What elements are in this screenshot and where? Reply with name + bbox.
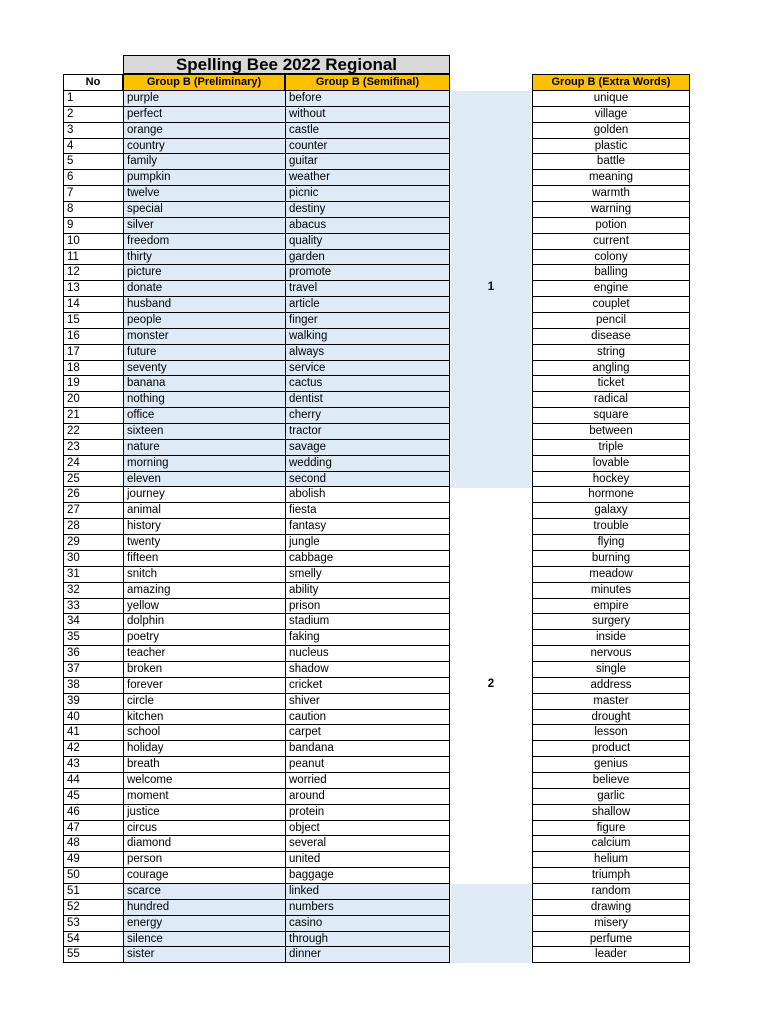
column-header-preliminary: Group B (Preliminary)	[123, 74, 285, 91]
semifinal-word: bandana	[285, 741, 450, 757]
preliminary-word: thirty	[123, 250, 285, 266]
preliminary-word: nature	[123, 440, 285, 456]
preliminary-word: special	[123, 202, 285, 218]
semifinal-word: carpet	[285, 725, 450, 741]
row-number: 26	[63, 487, 123, 503]
extra-word: trouble	[532, 519, 690, 535]
extra-word: unique	[532, 91, 690, 107]
table-row	[63, 313, 450, 329]
preliminary-word: yellow	[123, 599, 285, 615]
semifinal-word: without	[285, 107, 450, 123]
row-number: 47	[63, 821, 123, 837]
semifinal-word: wedding	[285, 456, 450, 472]
extra-word: galaxy	[532, 503, 690, 519]
row-number: 17	[63, 345, 123, 361]
row-number: 9	[63, 218, 123, 234]
table-row	[63, 710, 450, 726]
extra-word: calcium	[532, 836, 690, 852]
table-row	[63, 519, 450, 535]
semifinal-word: shiver	[285, 694, 450, 710]
preliminary-word: nothing	[123, 392, 285, 408]
row-number: 44	[63, 773, 123, 789]
row-number: 39	[63, 694, 123, 710]
table-row	[63, 773, 450, 789]
row-number: 22	[63, 424, 123, 440]
table-row	[63, 789, 450, 805]
semifinal-word: object	[285, 821, 450, 837]
table-row	[63, 265, 450, 281]
row-number: 37	[63, 662, 123, 678]
extra-word: address	[532, 678, 690, 694]
row-number: 55	[63, 947, 123, 963]
preliminary-word: eleven	[123, 472, 285, 488]
preliminary-word: school	[123, 725, 285, 741]
semifinal-word: casino	[285, 916, 450, 932]
table-row	[63, 678, 450, 694]
row-number: 12	[63, 265, 123, 281]
extra-word: potion	[532, 218, 690, 234]
extra-word: village	[532, 107, 690, 123]
row-number: 45	[63, 789, 123, 805]
table-row	[63, 741, 450, 757]
preliminary-word: amazing	[123, 583, 285, 599]
preliminary-word: husband	[123, 297, 285, 313]
preliminary-word: snitch	[123, 567, 285, 583]
table-row	[63, 503, 450, 519]
table-row	[63, 408, 450, 424]
extra-word: nervous	[532, 646, 690, 662]
table-row	[63, 472, 450, 488]
preliminary-word: orange	[123, 123, 285, 139]
group-band-2	[451, 488, 531, 885]
semifinal-word: cabbage	[285, 551, 450, 567]
semifinal-word: service	[285, 361, 450, 377]
row-number: 41	[63, 725, 123, 741]
table-row	[63, 947, 450, 963]
row-number: 33	[63, 599, 123, 615]
semifinal-word: promote	[285, 265, 450, 281]
preliminary-word: monster	[123, 329, 285, 345]
preliminary-word: kitchen	[123, 710, 285, 726]
table-row	[63, 868, 450, 884]
group-label-2: 2	[487, 677, 495, 690]
extra-word: random	[532, 884, 690, 900]
table-row	[63, 567, 450, 583]
semifinal-word: smelly	[285, 567, 450, 583]
preliminary-word: circle	[123, 694, 285, 710]
table-row	[63, 836, 450, 852]
table-row	[63, 630, 450, 646]
table-row	[63, 139, 450, 155]
semifinal-word: second	[285, 472, 450, 488]
table-row	[63, 218, 450, 234]
preliminary-word: diamond	[123, 836, 285, 852]
semifinal-word: protein	[285, 805, 450, 821]
row-number: 5	[63, 154, 123, 170]
row-number: 35	[63, 630, 123, 646]
row-number: 52	[63, 900, 123, 916]
column-header-extra-words: Group B (Extra Words)	[532, 74, 690, 91]
row-number: 53	[63, 916, 123, 932]
semifinal-word: ability	[285, 583, 450, 599]
extra-word: triple	[532, 440, 690, 456]
group-band-1	[451, 91, 531, 488]
table-row	[63, 852, 450, 868]
word-table	[63, 91, 450, 963]
table-row	[63, 900, 450, 916]
row-number: 4	[63, 139, 123, 155]
row-number: 23	[63, 440, 123, 456]
preliminary-word: country	[123, 139, 285, 155]
preliminary-word: twelve	[123, 186, 285, 202]
table-row	[63, 250, 450, 266]
extra-word: angling	[532, 361, 690, 377]
semifinal-word: guitar	[285, 154, 450, 170]
extra-word: lovable	[532, 456, 690, 472]
semifinal-word: jungle	[285, 535, 450, 551]
extra-word: meadow	[532, 567, 690, 583]
table-row	[63, 234, 450, 250]
semifinal-word: cherry	[285, 408, 450, 424]
row-number: 20	[63, 392, 123, 408]
extra-word: square	[532, 408, 690, 424]
row-number: 27	[63, 503, 123, 519]
extra-word: garlic	[532, 789, 690, 805]
preliminary-word: journey	[123, 487, 285, 503]
extra-word: shallow	[532, 805, 690, 821]
row-number: 1	[63, 91, 123, 107]
semifinal-word: shadow	[285, 662, 450, 678]
extra-word: plastic	[532, 139, 690, 155]
extra-word: leader	[532, 947, 690, 963]
row-number: 34	[63, 614, 123, 630]
row-number: 40	[63, 710, 123, 726]
semifinal-word: savage	[285, 440, 450, 456]
table-row	[63, 456, 450, 472]
extra-word: drought	[532, 710, 690, 726]
semifinal-word: counter	[285, 139, 450, 155]
semifinal-word: cactus	[285, 376, 450, 392]
extra-word: inside	[532, 630, 690, 646]
table-row	[63, 805, 450, 821]
semifinal-word: faking	[285, 630, 450, 646]
semifinal-word: garden	[285, 250, 450, 266]
row-number: 24	[63, 456, 123, 472]
table-row	[63, 487, 450, 503]
column-header-no: No	[63, 74, 123, 91]
table-row	[63, 154, 450, 170]
row-number: 21	[63, 408, 123, 424]
extra-word: believe	[532, 773, 690, 789]
semifinal-word: tractor	[285, 424, 450, 440]
extra-word: hormone	[532, 487, 690, 503]
extra-word: disease	[532, 329, 690, 345]
table-row	[63, 107, 450, 123]
semifinal-word: baggage	[285, 868, 450, 884]
preliminary-word: poetry	[123, 630, 285, 646]
table-row	[63, 694, 450, 710]
row-number: 15	[63, 313, 123, 329]
extra-word: triumph	[532, 868, 690, 884]
preliminary-word: energy	[123, 916, 285, 932]
row-number: 2	[63, 107, 123, 123]
table-row	[63, 361, 450, 377]
row-number: 51	[63, 884, 123, 900]
table-row	[63, 186, 450, 202]
table-row	[63, 646, 450, 662]
row-number: 13	[63, 281, 123, 297]
extra-word: between	[532, 424, 690, 440]
preliminary-word: seventy	[123, 361, 285, 377]
extra-word: string	[532, 345, 690, 361]
row-number: 8	[63, 202, 123, 218]
extra-word: colony	[532, 250, 690, 266]
semifinal-word: travel	[285, 281, 450, 297]
row-number: 6	[63, 170, 123, 186]
semifinal-word: destiny	[285, 202, 450, 218]
table-row	[63, 202, 450, 218]
table-row	[63, 329, 450, 345]
preliminary-word: history	[123, 519, 285, 535]
preliminary-word: hundred	[123, 900, 285, 916]
extra-word: single	[532, 662, 690, 678]
row-number: 3	[63, 123, 123, 139]
extra-word: empire	[532, 599, 690, 615]
extra-word: couplet	[532, 297, 690, 313]
preliminary-word: moment	[123, 789, 285, 805]
extra-word: misery	[532, 916, 690, 932]
preliminary-word: sister	[123, 947, 285, 963]
preliminary-word: dolphin	[123, 614, 285, 630]
preliminary-word: purple	[123, 91, 285, 107]
preliminary-word: breath	[123, 757, 285, 773]
extra-word: minutes	[532, 583, 690, 599]
extra-word: pencil	[532, 313, 690, 329]
extra-word: engine	[532, 281, 690, 297]
extra-word: flying	[532, 535, 690, 551]
table-row	[63, 551, 450, 567]
table-row	[63, 599, 450, 615]
row-number: 46	[63, 805, 123, 821]
preliminary-word: holiday	[123, 741, 285, 757]
extra-words-table	[532, 91, 690, 963]
extra-word: lesson	[532, 725, 690, 741]
semifinal-word: prison	[285, 599, 450, 615]
table-row	[63, 123, 450, 139]
preliminary-word: office	[123, 408, 285, 424]
preliminary-word: picture	[123, 265, 285, 281]
extra-word: hockey	[532, 472, 690, 488]
row-number: 38	[63, 678, 123, 694]
semifinal-word: abacus	[285, 218, 450, 234]
row-number: 7	[63, 186, 123, 202]
semifinal-word: through	[285, 932, 450, 948]
table-row	[63, 345, 450, 361]
table-row	[63, 821, 450, 837]
semifinal-word: fantasy	[285, 519, 450, 535]
table-row	[63, 440, 450, 456]
semifinal-word: article	[285, 297, 450, 313]
extra-word: perfume	[532, 932, 690, 948]
extra-word: radical	[532, 392, 690, 408]
table-row	[63, 535, 450, 551]
semifinal-word: dentist	[285, 392, 450, 408]
preliminary-word: person	[123, 852, 285, 868]
preliminary-word: forever	[123, 678, 285, 694]
extra-word: ticket	[532, 376, 690, 392]
semifinal-word: united	[285, 852, 450, 868]
preliminary-word: scarce	[123, 884, 285, 900]
row-number: 30	[63, 551, 123, 567]
row-number: 10	[63, 234, 123, 250]
row-number: 54	[63, 932, 123, 948]
column-header-semifinal: Group B (Semifinal)	[285, 74, 450, 91]
semifinal-word: around	[285, 789, 450, 805]
extra-word: warning	[532, 202, 690, 218]
semifinal-word: fiesta	[285, 503, 450, 519]
semifinal-word: dinner	[285, 947, 450, 963]
preliminary-word: banana	[123, 376, 285, 392]
semifinal-word: nucleus	[285, 646, 450, 662]
row-number: 14	[63, 297, 123, 313]
semifinal-word: several	[285, 836, 450, 852]
table-row	[63, 932, 450, 948]
preliminary-word: family	[123, 154, 285, 170]
preliminary-word: freedom	[123, 234, 285, 250]
row-number: 29	[63, 535, 123, 551]
extra-word: drawing	[532, 900, 690, 916]
semifinal-word: numbers	[285, 900, 450, 916]
preliminary-word: silence	[123, 932, 285, 948]
extra-word: burning	[532, 551, 690, 567]
semifinal-word: finger	[285, 313, 450, 329]
preliminary-word: sixteen	[123, 424, 285, 440]
row-number: 48	[63, 836, 123, 852]
preliminary-word: fifteen	[123, 551, 285, 567]
table-row	[63, 583, 450, 599]
row-number: 19	[63, 376, 123, 392]
table-row	[63, 392, 450, 408]
extra-word: balling	[532, 265, 690, 281]
row-number: 36	[63, 646, 123, 662]
semifinal-word: worried	[285, 773, 450, 789]
row-number: 11	[63, 250, 123, 266]
extra-word: helium	[532, 852, 690, 868]
row-number: 50	[63, 868, 123, 884]
preliminary-word: circus	[123, 821, 285, 837]
preliminary-word: future	[123, 345, 285, 361]
table-row	[63, 424, 450, 440]
page-title: Spelling Bee 2022 Regional	[123, 55, 450, 74]
row-number: 28	[63, 519, 123, 535]
extra-word: golden	[532, 123, 690, 139]
extra-word: current	[532, 234, 690, 250]
row-number: 25	[63, 472, 123, 488]
semifinal-word: quality	[285, 234, 450, 250]
semifinal-word: always	[285, 345, 450, 361]
table-row	[63, 662, 450, 678]
extra-word: warmth	[532, 186, 690, 202]
preliminary-word: welcome	[123, 773, 285, 789]
semifinal-word: weather	[285, 170, 450, 186]
table-row	[63, 376, 450, 392]
preliminary-word: teacher	[123, 646, 285, 662]
preliminary-word: justice	[123, 805, 285, 821]
extra-word: product	[532, 741, 690, 757]
table-row	[63, 757, 450, 773]
preliminary-word: twenty	[123, 535, 285, 551]
semifinal-word: picnic	[285, 186, 450, 202]
table-row	[63, 281, 450, 297]
preliminary-word: people	[123, 313, 285, 329]
semifinal-word: castle	[285, 123, 450, 139]
row-number: 31	[63, 567, 123, 583]
extra-word: master	[532, 694, 690, 710]
table-row	[63, 614, 450, 630]
semifinal-word: stadium	[285, 614, 450, 630]
semifinal-word: caution	[285, 710, 450, 726]
preliminary-word: donate	[123, 281, 285, 297]
row-number: 32	[63, 583, 123, 599]
preliminary-word: courage	[123, 868, 285, 884]
group-band-3	[451, 884, 531, 963]
preliminary-word: silver	[123, 218, 285, 234]
table-row	[63, 170, 450, 186]
row-number: 16	[63, 329, 123, 345]
row-number: 49	[63, 852, 123, 868]
group-label-1: 1	[487, 281, 495, 293]
preliminary-word: morning	[123, 456, 285, 472]
extra-word: figure	[532, 821, 690, 837]
extra-word: meaning	[532, 170, 690, 186]
semifinal-word: abolish	[285, 487, 450, 503]
row-number: 43	[63, 757, 123, 773]
preliminary-word: pumpkin	[123, 170, 285, 186]
table-row	[63, 916, 450, 932]
semifinal-word: before	[285, 91, 450, 107]
semifinal-word: linked	[285, 884, 450, 900]
extra-word: battle	[532, 154, 690, 170]
row-number: 42	[63, 741, 123, 757]
table-row	[63, 297, 450, 313]
row-number: 18	[63, 361, 123, 377]
semifinal-word: walking	[285, 329, 450, 345]
semifinal-word: cricket	[285, 678, 450, 694]
preliminary-word: animal	[123, 503, 285, 519]
preliminary-word: broken	[123, 662, 285, 678]
table-row	[63, 884, 450, 900]
table-row	[63, 91, 450, 107]
extra-word: surgery	[532, 614, 690, 630]
preliminary-word: perfect	[123, 107, 285, 123]
semifinal-word: peanut	[285, 757, 450, 773]
table-row	[63, 725, 450, 741]
extra-word: genius	[532, 757, 690, 773]
